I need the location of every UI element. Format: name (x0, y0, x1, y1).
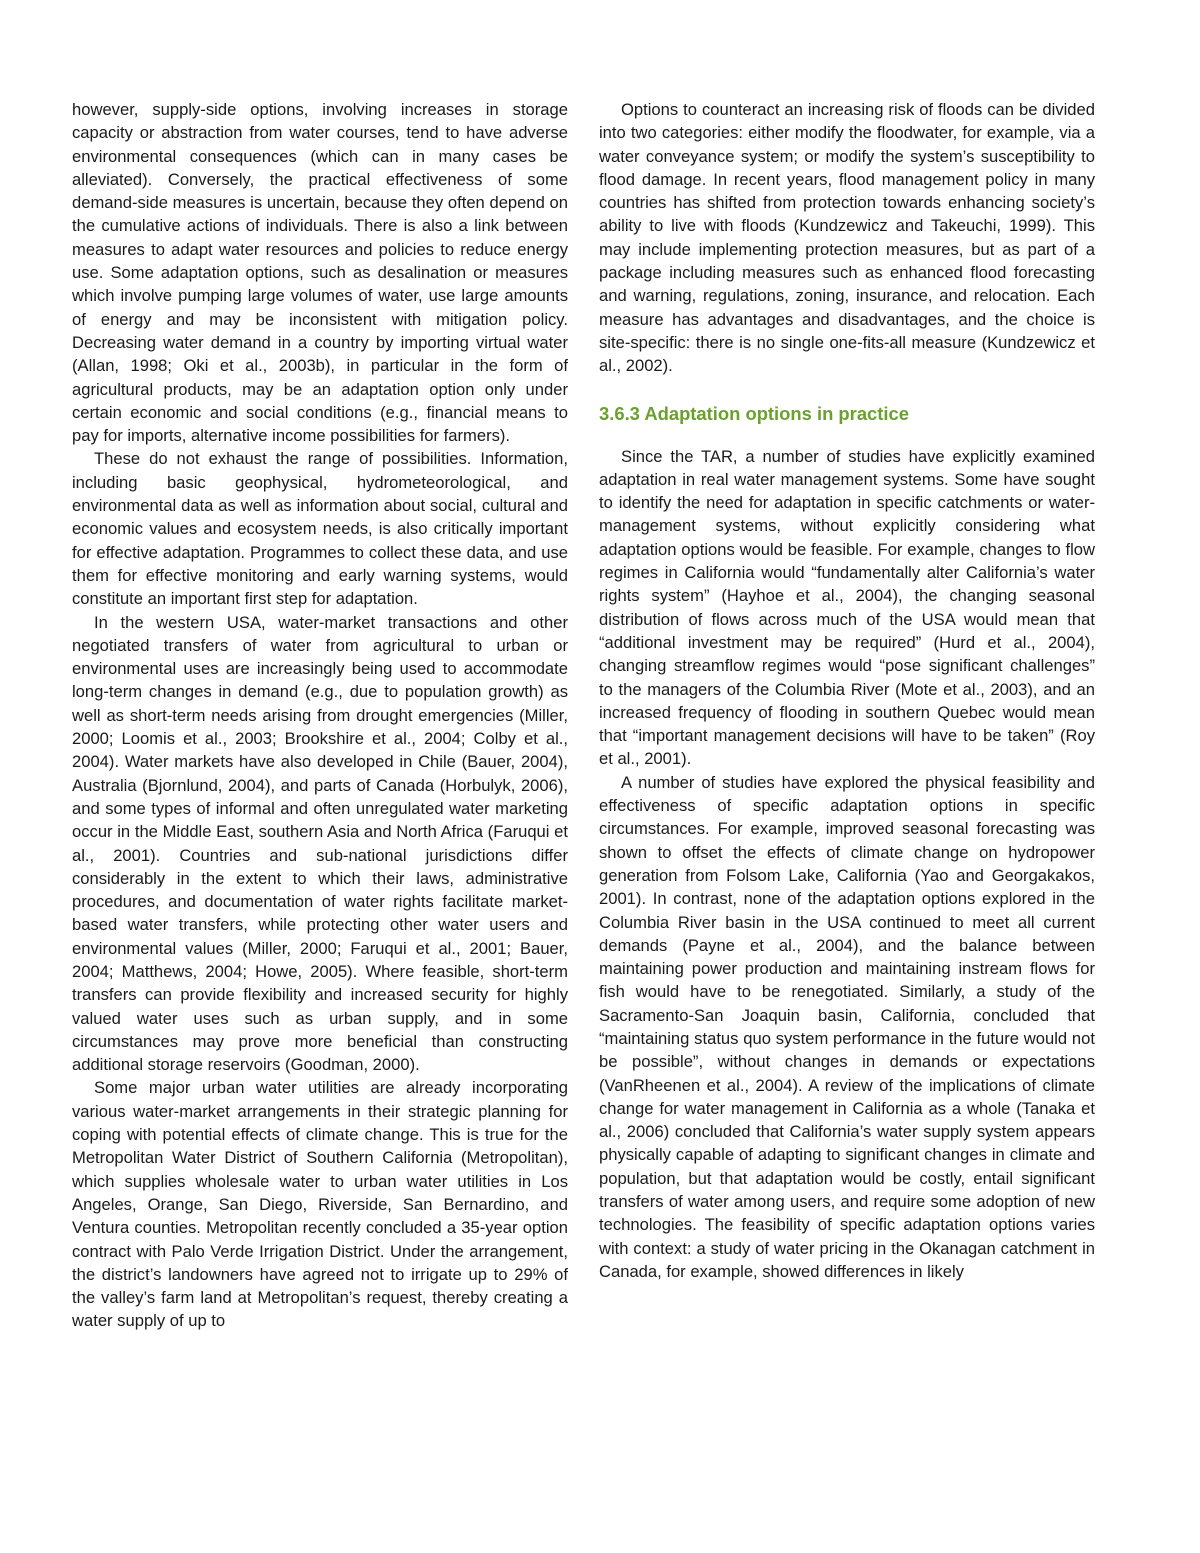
body-paragraph: Since the TAR, a number of studies have explicitly examined adaptation in real water management systems. Some have sought to identify the need for adaptation in specific catchments or water-management systems, without explicitly considering what adaptation options would be feasible. For example, changes to flow regimes in California would “fundamentally alter California’s water rights system” (Hayhoe et al., 2004), the changing seasonal distribution of flows across much of the USA would mean that “additional investment may be required” (Hurd et al., 2004), changing streamflow regimes would “pose significant challenges” to the managers of the Columbia River (Mote et al., 2003), and an increased frequency of flooding in southern Quebec would mean that “important management decisions will have to be taken” (Roy et al., 2001). (599, 446, 1095, 769)
body-paragraph: A number of studies have explored the physical feasibility and effectiveness of specific adaptation options in specific circumstances. For example, improved seasonal forecasting was shown to offset the effects of climate change on hydropower generation from Folsom Lake, California (Yao and Georgakakos, 2001). In contrast, none of the adaptation options explored in the Columbia River basin in the USA continued to meet all current demands (Payne et al., 2004), and the balance between maintaining power production and maintaining instream flows for fish would have to be renegotiated. Similarly, a study of the Sacramento-San Joaquin basin, California, concluded that “maintaining status quo system performance in the future would not be possible”, without changes in demands or expectations (VanRheenen et al., 2004). A review of the implications of climate change for water management in California as a whole (Tanaka et al., 2006) concluded that California’s water supply system appears physically capable of adapting to significant changes in climate and population, but that adaptation would be costly, entail significant transfers of water among users, and require some adoption of new technologies. The feasibility of specific adaptation options varies with context: a study of water pricing in the Okanagan catchment in Canada, for example, showed differences in likely (599, 772, 1095, 1281)
right-column (599, 98, 1095, 1336)
body-paragraph: In the western USA, water-market transactions and other negotiated transfers of water from agricultural to urban or environmental uses are increasingly being used to accommodate long-term changes in demand (e.g., due to population growth) as well as short-term needs arising from drought emergencies (Miller, 2000; Loomis et al., 2003; Brookshire et al., 2004; Colby et al., 2004). Water markets have also developed in Chile (Bauer, 2004), Australia (Bjornlund, 2004), and parts of Canada (Horbulyk, 2006), and some types of informal and often unregulated water marketing occur in the Middle East, southern Asia and North Africa (Faruqui et al., 2001). Countries and sub-national jurisdictions differ considerably in the extent to which their laws, administrative procedures, and documentation of water rights facilitate market-based water transfers, while protecting other water users and environmental values (Miller, 2000; Faruqui et al., 2001; Bauer, 2004; Matthews, 2004; Howe, 2005). Where feasible, short-term transfers can provide flexibility and increased security for highly valued water uses such as urban supply, and in some circumstances may prove more beneficial than constructing additional storage reservoirs (Goodman, 2000). (72, 612, 568, 1075)
body-paragraph: Some major urban water utilities are already incorporating various water-market arrangements in their strategic planning for coping with potential effects of climate change. This is true for the Metropolitan Water District of Southern California (Metropolitan), which supplies wholesale water to urban water utilities in Los Angeles, Orange, San Diego, Riverside, San Bernardino, and Ventura counties. Metropolitan recently concluded a 35-year option contract with Palo Verde Irrigation District. Under the arrangement, the district’s landowners have agreed not to irrigate up to 29% of the valley’s farm land at Metropolitan’s request, thereby creating a water supply of up to (72, 1078, 568, 1331)
left-column (72, 98, 568, 1336)
body-paragraph: These do not exhaust the range of possibilities. Information, including basic geophysical, hydrometeorological, and environmental data as well as information about social, cultural and economic values and ecosystem needs, is also critically important for effective adaptation. Programmes to collect these data, and use them for effective monitoring and early warning systems, would constitute an important first step for adaptation. (72, 449, 568, 609)
section-heading: 3.6.3 Adaptation options in practice (599, 402, 909, 424)
body-paragraph: however, supply-side options, involving increases in storage capacity or abstraction from water courses, tend to have adverse environmental consequences (which can in many cases be alleviated). Conversely, the practical effectiveness of some demand-side measures is uncertain, because they often depend on the cumulative actions of individuals. There is also a link between measures to adapt water resources and policies to reduce energy use. Some adaptation options, such as desalination or measures which involve pumping large volumes of water, use large amounts of energy and may be inconsistent with mitigation policy. Decreasing water demand in a country by importing virtual water (Allan, 1998; Oki et al., 2003b), in particular in the form of agricultural products, may be an adaptation option only under certain economic and social conditions (e.g., financial means to pay for imports, alternative income possibilities for farmers). (72, 100, 568, 446)
body-paragraph: Options to counteract an increasing risk of floods can be divided into two categories: either modify the floodwater, for example, via a water conveyance system; or modify the system’s susceptibility to flood damage. In recent years, flood management policy in many countries has shifted from protection towards enhancing society’s ability to live with floods (Kundzewicz and Takeuchi, 1999). This may include implementing protection measures, but as part of a package including measures such as enhanced flood forecasting and warning, regulations, zoning, insurance, and relocation. Each measure has advantages and disadvantages, and the choice is site-specific: there is no single one-fits-all measure (Kundzewicz et al., 2002). (599, 100, 1095, 376)
